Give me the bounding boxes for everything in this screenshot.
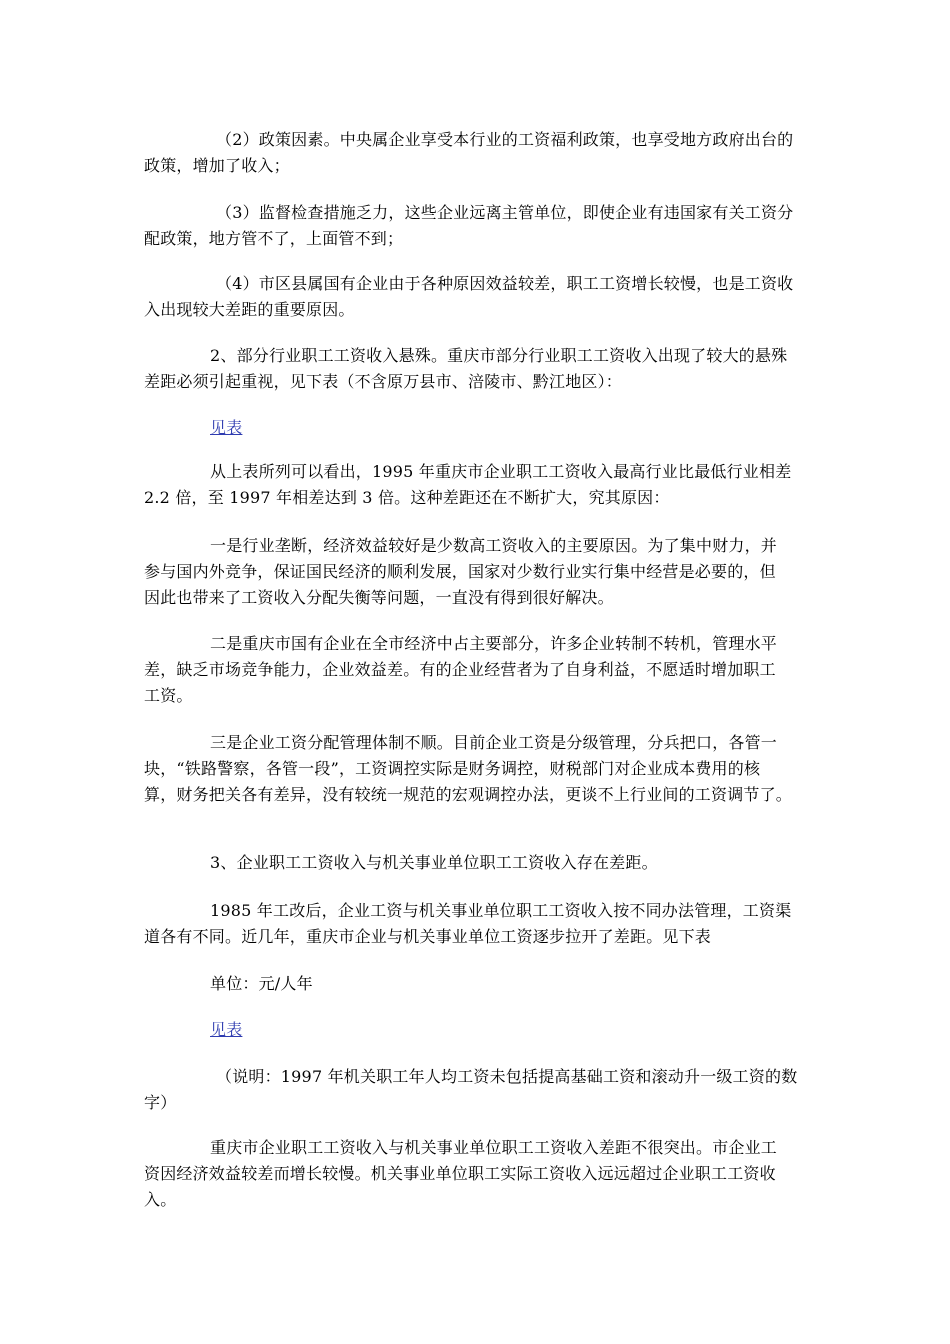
text-line: 差，缺乏市场竞争能力，企业效益差。有的企业经营者为了自身利益，不愿适时增加职工 — [144, 660, 776, 679]
text-line: 算，财务把关各有差异，没有较统一规范的宏观调控办法，更谈不上行业间的工资调节了。 — [144, 785, 793, 804]
text-line: 三是企业工资分配管理体制不顺。目前企业工资是分级管理，分兵把口，各管一 — [210, 733, 778, 752]
text-line: 块，“铁路警察，各管一段”，工资调控实际是财务调控，财税部门对企业成本费用的核 — [144, 759, 761, 778]
text-line: 一是行业垄断，经济效益较好是少数高工资收入的主要原因。为了集中财力，并 — [210, 536, 778, 555]
text-line: 字） — [144, 1093, 177, 1112]
text-line: 从上表所列可以看出，1995 年重庆市企业职工工资收入最高行业比最低行业相差 — [210, 462, 792, 481]
text-line: 差距必须引起重视，见下表（不含原万县市、涪陵市、黔江地区）： — [144, 372, 623, 391]
paragraph-supervision — [144, 200, 808, 252]
text-line: 资因经济效益较差而增长较慢。机关事业单位职工实际工资收入远远超过企业职工工资收 — [144, 1164, 776, 1183]
text-line: （4）市区县属国有企业由于各种原因效益较差，职工工资增长较慢，也是工资收 — [216, 274, 794, 293]
paragraph-see-table-link-2 — [144, 1017, 808, 1043]
text-line: 入出现较大差距的重要原因。 — [144, 300, 355, 319]
paragraph-industry-gap — [144, 343, 808, 395]
paragraph-1985-reform — [144, 898, 808, 950]
text-line: （3）监督检查措施乏力，这些企业远离主管单位，即使企业有违国家有关工资分 — [216, 203, 794, 222]
paragraph-see-table-link-1 — [144, 415, 808, 441]
text-line — [144, 415, 808, 441]
paragraph-note — [144, 1064, 808, 1116]
text-line: 1985 年工改后，企业工资与机关事业单位职工工资收入按不同办法管理，工资渠 — [210, 901, 792, 920]
see-table-link[interactable]: 见表 — [210, 418, 243, 437]
text-line: 单位：元/人年 — [210, 974, 313, 993]
text-line: 二是重庆市国有企业在全市经济中占主要部分，许多企业转制不转机，管理水平 — [210, 634, 778, 653]
paragraph-reason-management — [144, 730, 808, 808]
paragraph-section-3-heading — [144, 850, 808, 876]
text-line: （2）政策因素。中央属企业享受本行业的工资福利政策，也享受地方政府出台的 — [216, 130, 794, 149]
text-line: 因此也带来了工资收入分配失衡等问题，一直没有得到很好解决。 — [144, 588, 614, 607]
text-line: 参与国内外竞争，保证国民经济的顺利发展，国家对少数行业实行集中经营是必要的，但 — [144, 562, 776, 581]
paragraph-table-analysis — [144, 459, 808, 511]
paragraph-unit — [144, 971, 808, 997]
paragraph-reason-state-enterprises — [144, 631, 808, 709]
see-table-link[interactable]: 见表 — [210, 1020, 243, 1039]
paragraph-policy-factors — [144, 127, 808, 179]
paragraph-local-enterprises — [144, 271, 808, 323]
text-line: 政策，增加了收入； — [144, 156, 290, 175]
text-line: 2、部分行业职工工资收入悬殊。重庆市部分行业职工工资收入出现了较大的悬殊 — [210, 346, 788, 365]
text-line: 工资。 — [144, 686, 193, 705]
text-line: 入。 — [144, 1190, 177, 1209]
text-line: 配政策，地方管不了，上面管不到； — [144, 229, 404, 248]
text-line: 重庆市企业职工工资收入与机关事业单位职工工资收入差距不很突出。市企业工 — [210, 1138, 778, 1157]
paragraph-conclusion — [144, 1135, 808, 1213]
text-line: 道各有不同。近几年，重庆市企业与机关事业单位工资逐步拉开了差距。见下表 — [144, 927, 712, 946]
text-line: （说明：1997 年机关职工年人均工资未包括提高基础工资和滚动升一级工资的数 — [216, 1067, 798, 1086]
text-line: 3、企业职工工资收入与机关事业单位职工工资收入存在差距。 — [210, 853, 658, 872]
paragraph-reason-monopoly — [144, 533, 808, 611]
text-line — [144, 1017, 808, 1043]
text-line: 2.2 倍，至 1997 年相差达到 3 倍。这种差距还在不断扩大，究其原因： — [144, 488, 670, 507]
